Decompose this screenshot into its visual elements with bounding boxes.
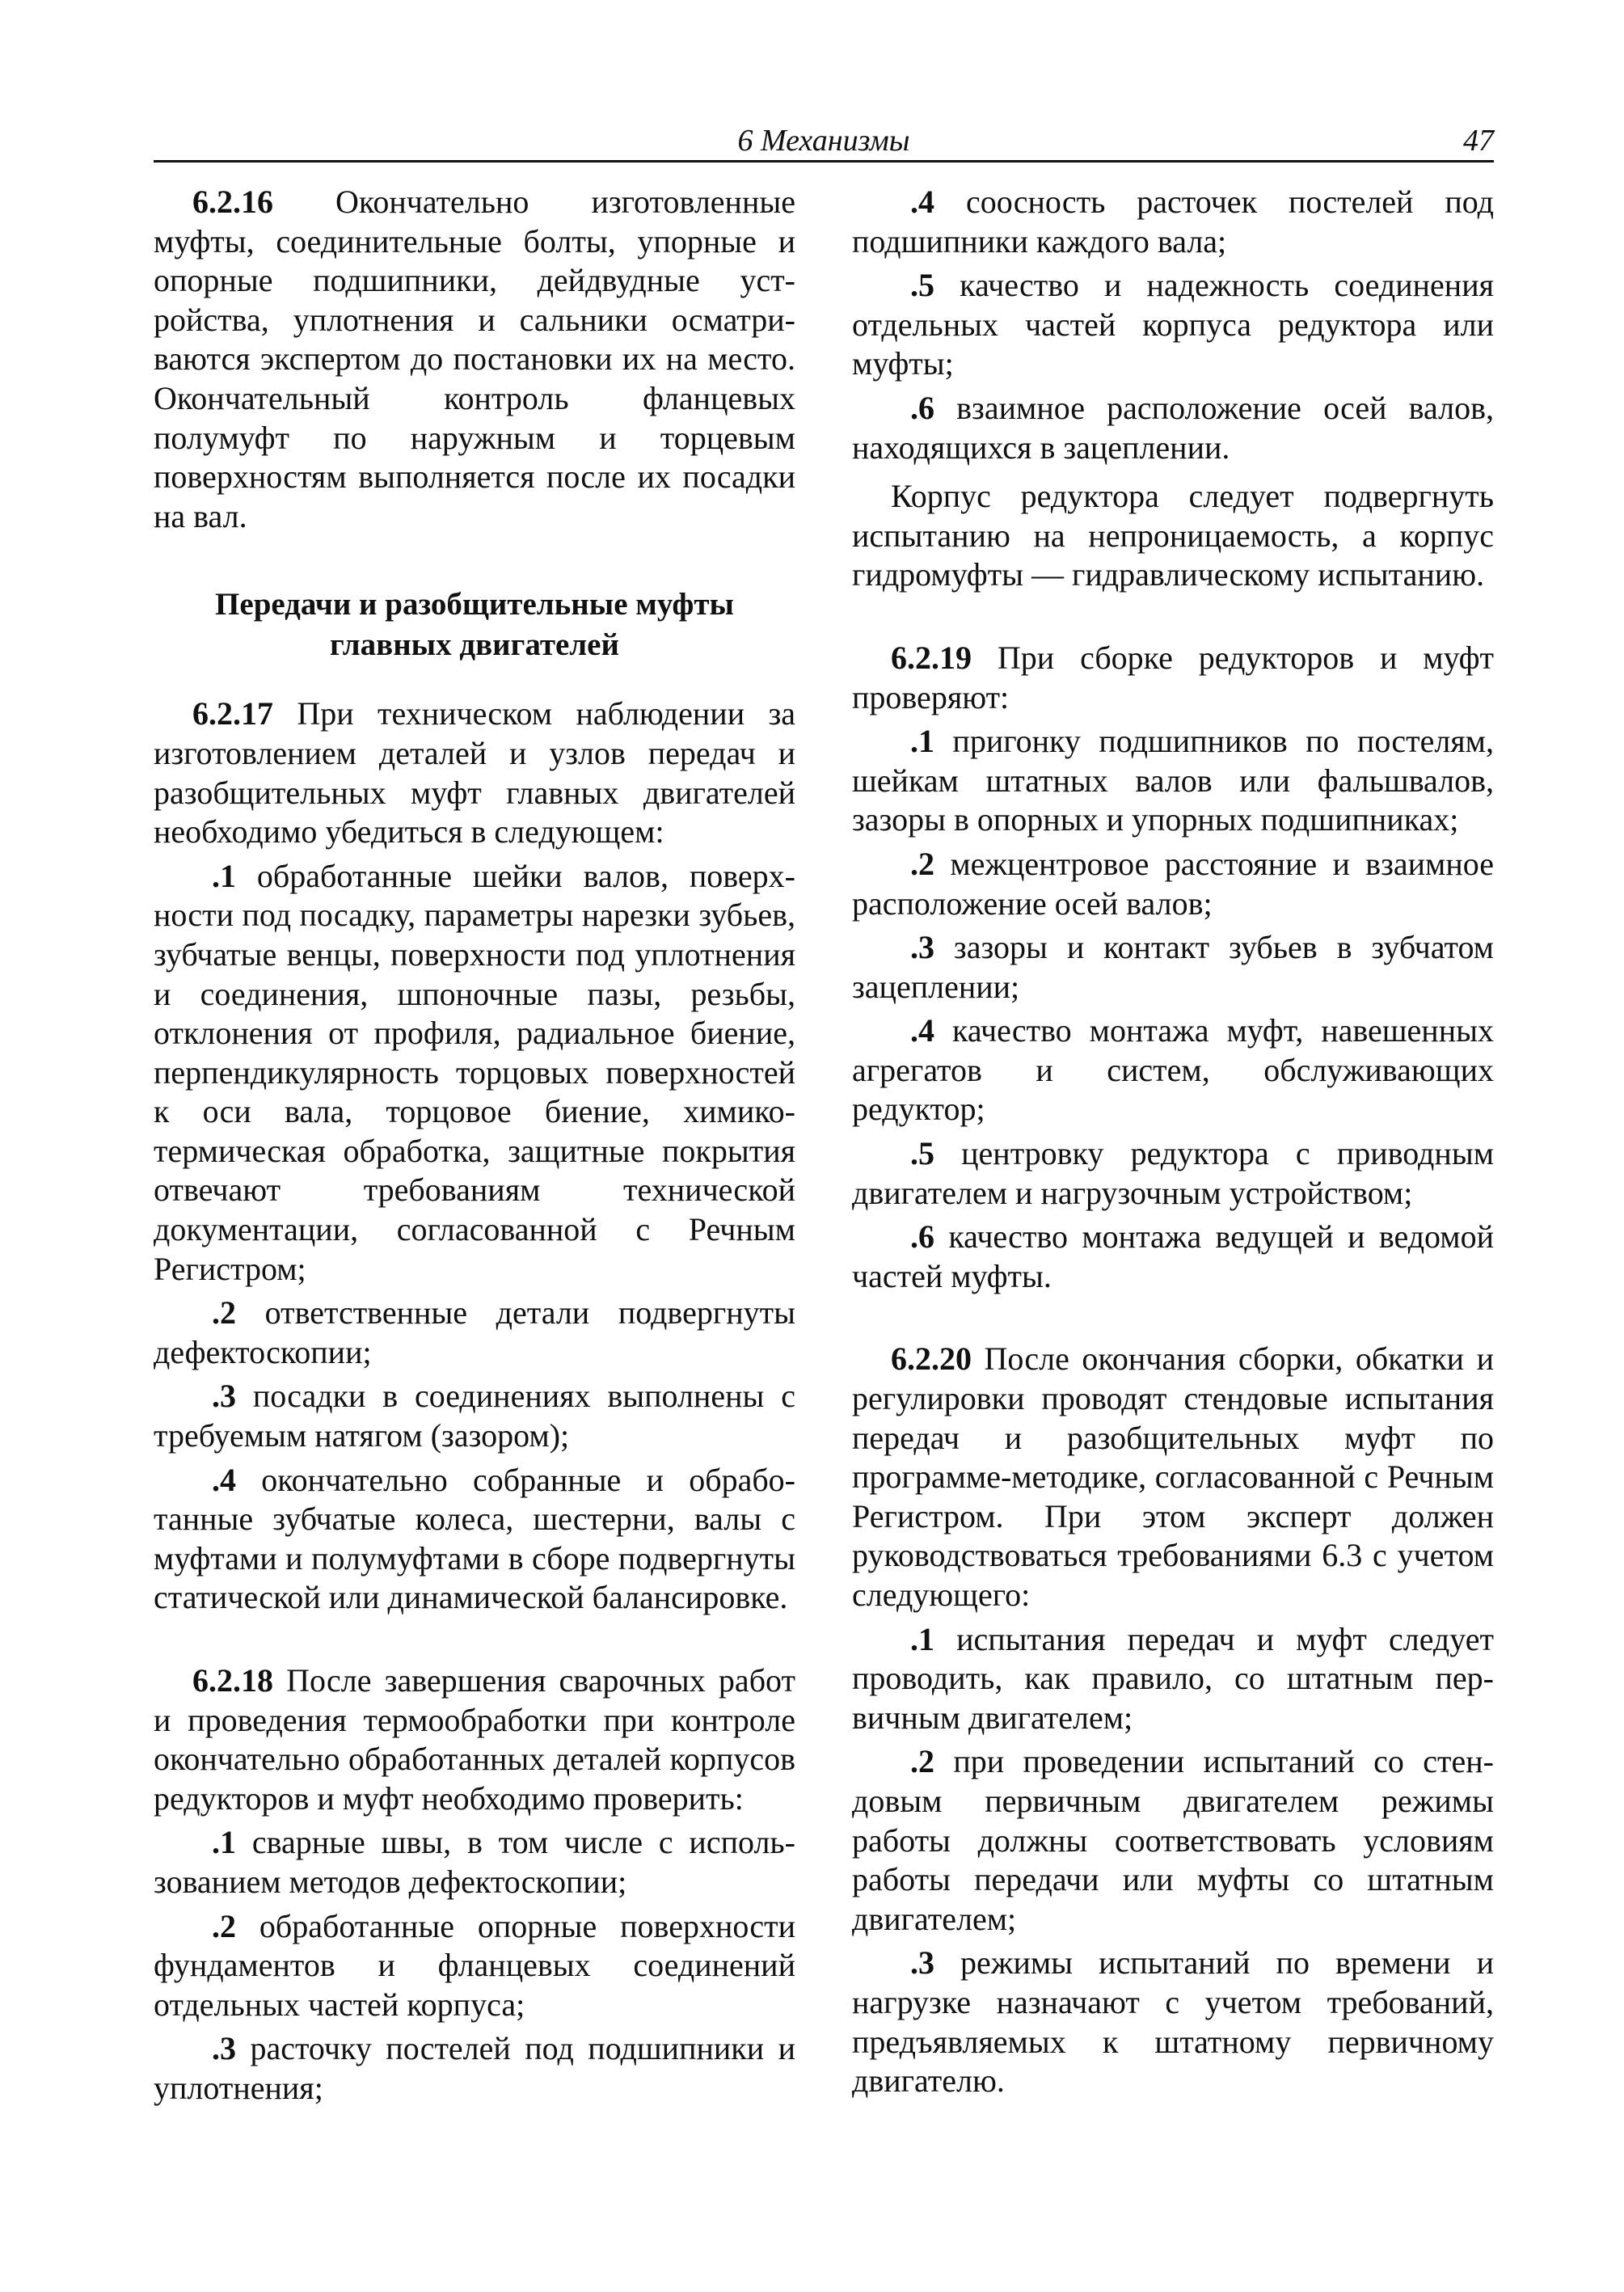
- item-number: .3: [910, 929, 934, 966]
- section-heading-line-2: главных двигателей: [330, 627, 619, 663]
- right-column: [852, 183, 1494, 2101]
- item-text: качество монтажа муфт, навешенных агрегатов и систем, обслуживающих редуктор;: [852, 1012, 1494, 1128]
- item-number: .5: [910, 1135, 934, 1172]
- item-number: .1: [910, 723, 934, 760]
- item-number: .2: [910, 845, 934, 882]
- list-item: [852, 845, 1494, 923]
- clause-number: 6.2.18: [192, 1662, 273, 1699]
- item-number: .1: [212, 857, 236, 894]
- item-number: .4: [910, 184, 934, 220]
- list-item: [154, 1461, 795, 1618]
- clause-text: После окончания сборки, обкатки и регулировки проводят стендовые испытания передач и разобщительных муфт по программе-методике, согласованной с Речным Регистром. При этом эксперт должен руководствоваться требованиями 6.3 с учетом следующего:: [852, 1340, 1494, 1613]
- item-text: окончательно собранные и обработанные зубчатые колеса, шестерни, валы с муфтами и полумуфтами в сборе подвергнуты статической или динамической балансировке.: [154, 1461, 795, 1616]
- clause-number: 6.2.17: [192, 695, 273, 732]
- clause-text: Окончательно изготовленные муфты, соединительные болты, упорные и опорные подшипники, дейдвудные устройства, уплотнения и сальники осматриваются экспертом до постановки их на место. Окончательный контроль фланцевых полумуфт по наружным и торцевым поверхностям выполняется после их посадки на вал.: [154, 184, 795, 534]
- clause-number: 6.2.19: [891, 639, 972, 676]
- item-text: качество и надежность соединения отдельных частей корпуса редуктора или муфты;: [852, 267, 1494, 382]
- item-text: межцентровое расстояние и взаимное расположение осей валов;: [852, 845, 1494, 922]
- item-number: .1: [910, 1620, 934, 1657]
- item-number: .2: [212, 1294, 236, 1332]
- item-text: соосность расточек постелей под подшипники каждого вала;: [852, 184, 1494, 260]
- paragraph-6-2-16: [154, 183, 795, 536]
- running-header: [154, 121, 1494, 163]
- list-item: [852, 1742, 1494, 1939]
- paragraph-6-2-18: [154, 1661, 795, 1818]
- item-number: .3: [910, 1944, 934, 1982]
- item-number: .2: [910, 1743, 934, 1780]
- item-number: .5: [910, 267, 934, 304]
- paragraph-housing-test: Корпус редуктора следует подвергнуть испытанию на непроницаемость, а корпус гидромуфты — гидравлическому испытанию.: [852, 478, 1494, 593]
- list-item: [154, 2029, 795, 2108]
- section-heading-line-1: Передачи и разобщительные муфты: [215, 587, 734, 623]
- list-item: [852, 928, 1494, 1007]
- item-number: .6: [910, 1218, 934, 1256]
- list-item: [852, 1218, 1494, 1296]
- item-number: .4: [212, 1461, 236, 1498]
- item-text: ответственные детали подвергнуты дефектоскопии;: [154, 1294, 795, 1370]
- item-number: .4: [910, 1012, 934, 1049]
- item-number: .3: [212, 2030, 236, 2067]
- item-text: пригонку подшипников по постелям, шейкам штатных валов или фальшвалов, зазоры в опорных и упорных подшипниках;: [852, 723, 1494, 838]
- list-item: [852, 183, 1494, 261]
- list-item: [154, 1294, 795, 1372]
- list-item: [852, 1620, 1494, 1738]
- paragraph-6-2-19: [852, 639, 1494, 717]
- item-text: посадки в соединениях выполнены с требуемым натягом (зазором);: [154, 1378, 795, 1454]
- clause-text: При сборке редукторов и муфт проверяют:: [852, 639, 1494, 715]
- item-text: режимы испытаний по времени и нагрузке назначают с учетом требований, предъявляемых к штатному первичному двигателю.: [852, 1944, 1494, 2100]
- clause-number: 6.2.16: [192, 184, 273, 220]
- list-item: [154, 857, 795, 1290]
- clause-text: После завершения сварочных работ и проведения термообработки при контроле окончательно обработанных деталей корпусов редукторов и муфт необходимо проверить:: [154, 1662, 795, 1817]
- list-item: [154, 1907, 795, 2025]
- item-number: .6: [910, 389, 934, 426]
- list-item: [852, 389, 1494, 467]
- left-column: [154, 183, 795, 2108]
- item-number: .3: [212, 1378, 236, 1415]
- list-item: [852, 1011, 1494, 1129]
- list-item: [154, 1377, 795, 1455]
- item-text: обработанные опорные поверхности фундаментов и фланцевых соединений отдельных частей корпуса;: [154, 1907, 795, 2023]
- list-item: [154, 1823, 795, 1902]
- item-number: .1: [212, 1824, 236, 1861]
- item-text: расточку постелей под подшипники и уплотнения;: [154, 2030, 795, 2106]
- item-text: при проведении испытаний со стендовым первичным двигателем режимы работы должны соответствовать условиям работы передачи или муфты со штатным двигателем;: [852, 1743, 1494, 1937]
- item-text: зазоры и контакт зубьев в зубчатом зацеплении;: [852, 929, 1494, 1005]
- list-item: [852, 1134, 1494, 1213]
- paragraph-6-2-17: [154, 694, 795, 851]
- section-heading: [154, 585, 795, 665]
- list-item: [852, 266, 1494, 384]
- item-text: сварные швы, в том числе с использованием методов дефектоскопии;: [154, 1824, 795, 1900]
- list-item: [852, 1944, 1494, 2100]
- item-number: .2: [212, 1907, 236, 1944]
- paragraph-6-2-20: [852, 1340, 1494, 1615]
- item-text: взаимное расположение осей валов, находящихся в зацеплении.: [852, 389, 1494, 466]
- item-text: испытания передач и муфт следует проводить, как правило, со штатным первичным двигателем;: [852, 1620, 1494, 1736]
- page-number: 47: [1463, 124, 1494, 158]
- chapter-title: 6 Механизмы: [737, 124, 910, 158]
- clause-text: При техническом наблюдении за изготовлением деталей и узлов передач и разобщительных муфт главных двигателей необходимо убедиться в следующем:: [154, 695, 795, 851]
- item-text: центровку редуктора с приводным двигателем и нагрузочным устройством;: [852, 1135, 1494, 1211]
- item-text: обработанные шейки валов, поверхности под посадку, параметры нарезки зубьев, зубчатые венцы, поверхности под уплотнения и соединения, шпоночные пазы, резьбы, отклонения от профиля, радиальное биение, перпендикулярность торцовых поверхностей к оси вала, торцовое биение, химико-термическая обработка, защитные покрытия отвечают требованиям технической документации, согласованной с Речным Регистром;: [154, 857, 795, 1287]
- item-text: качество монтажа ведущей и ведомой частей муфты.: [852, 1218, 1494, 1294]
- list-item: [852, 722, 1494, 840]
- clause-number: 6.2.20: [891, 1340, 972, 1378]
